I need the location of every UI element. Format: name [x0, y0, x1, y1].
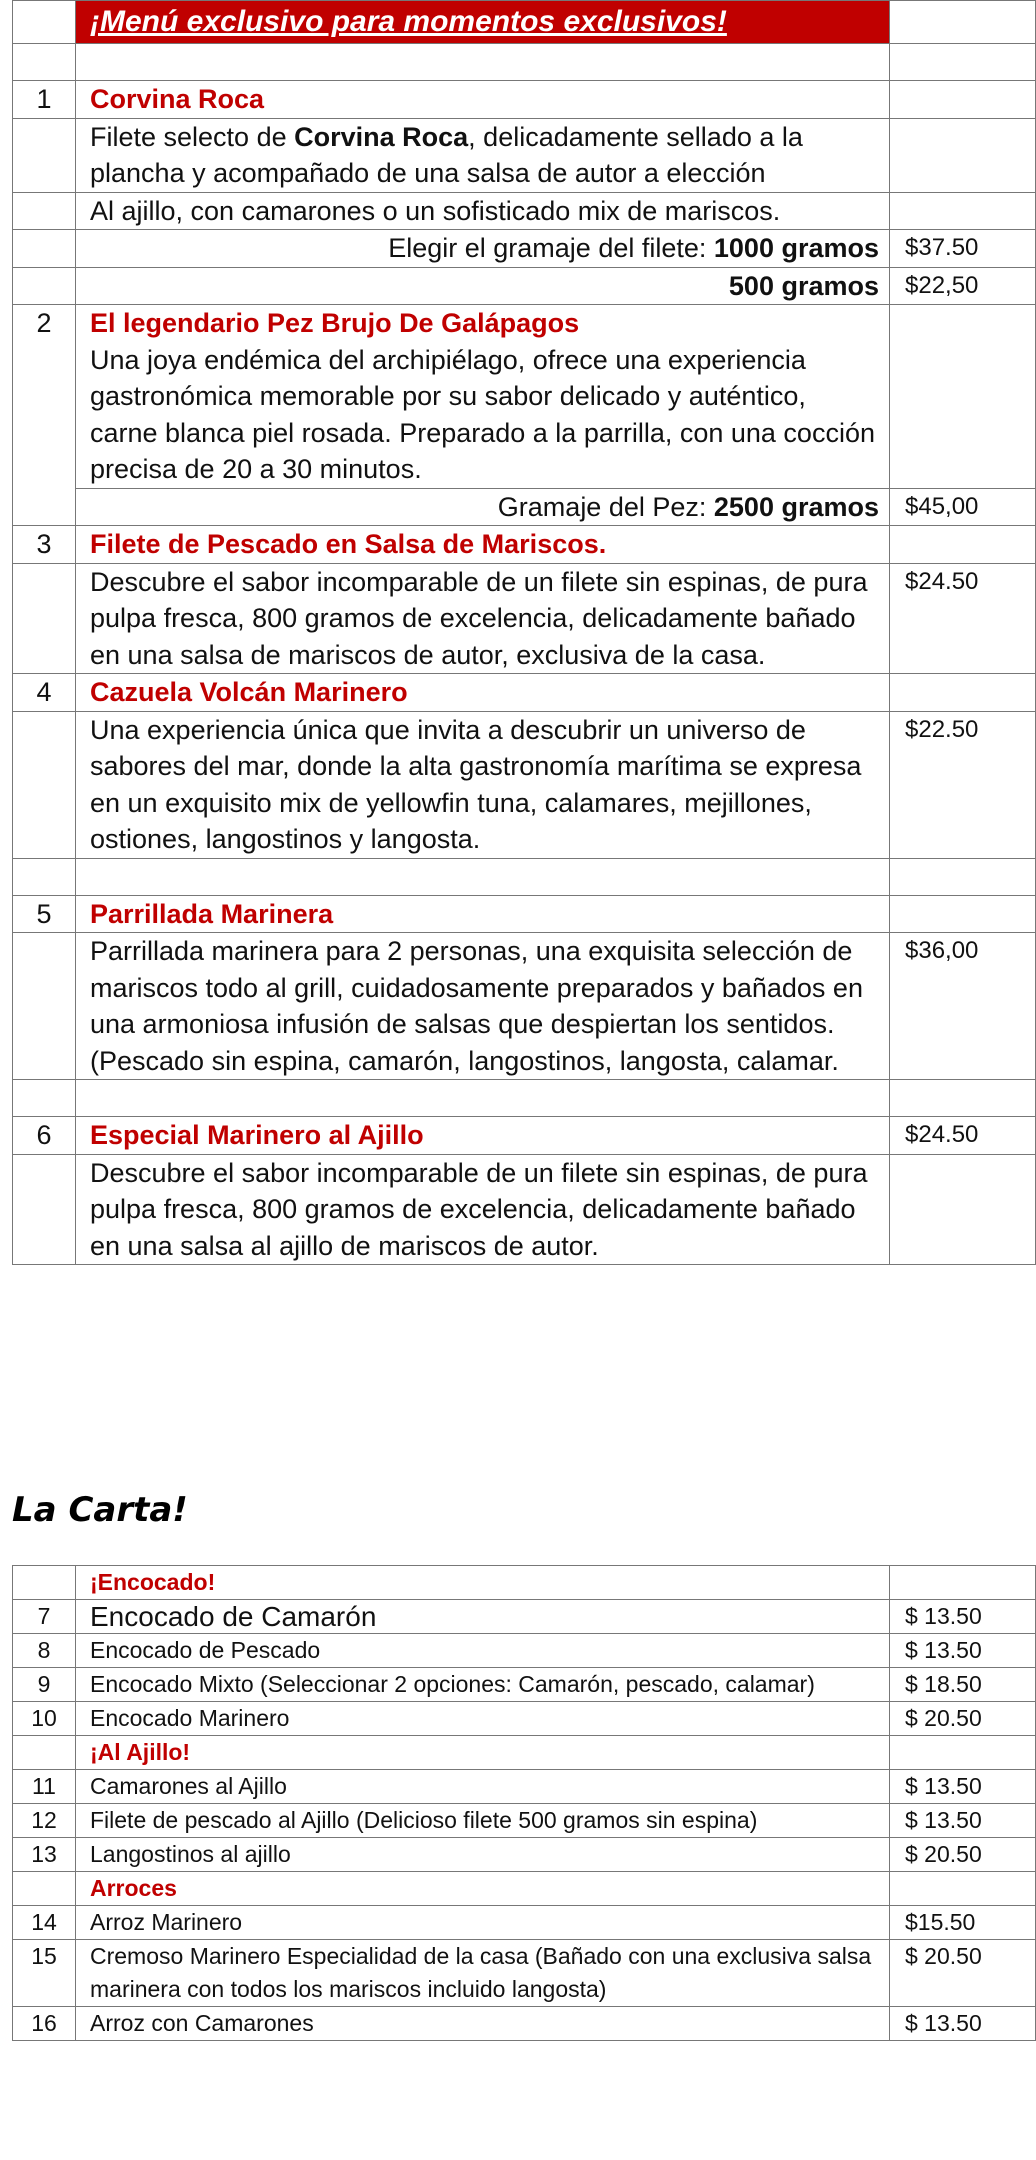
item-price: $24.50	[890, 1117, 1036, 1155]
item-description: Una joya endémica del archipiélago, ofrece una experiencia gastronómica memorable por su sabor delicado y auténtico, carne blanca piel rosada. Preparado a la parrilla, con una cocción precisa de 20 a 30 minutos.	[90, 344, 875, 484]
item-price: $ 20.50	[890, 1940, 1036, 2007]
item-name: Encocado Marinero	[76, 1702, 890, 1736]
item-description-row	[13, 192, 1036, 230]
section-header-arroces: Arroces	[76, 1872, 890, 1906]
item-number: 9	[13, 1668, 76, 1702]
item-price: $ 18.50	[890, 1668, 1036, 1702]
menu-item-row	[13, 526, 1036, 564]
table-cell	[890, 1, 1036, 44]
item-name: Cremoso Marinero Especialidad de la casa (Bañado con una exclusiva salsa marinera con todos los mariscos incluido langosta)	[76, 1940, 890, 2007]
item-description: Filete selecto de Corvina Roca, delicadamente sellado a la plancha y acompañado de una salsa de autor a elección	[76, 118, 890, 192]
banner-cell	[76, 1, 890, 44]
item-price: $36,00	[890, 933, 1036, 1080]
item-name: Parrillada Marinera	[76, 895, 890, 933]
item-name: Cazuela Volcán Marinero	[76, 674, 890, 712]
menu-item-row	[13, 895, 1036, 933]
item-price: $ 13.50	[890, 1634, 1036, 1668]
item-number: 4	[13, 674, 76, 712]
item-description: Al ajillo, con camarones o un sofisticado mix de mariscos.	[76, 192, 890, 230]
item-number: 8	[13, 1634, 76, 1668]
carta-table	[12, 1565, 1036, 2041]
menu-item-row	[13, 81, 1036, 119]
item-number: 12	[13, 1804, 76, 1838]
item-option: 500 gramos	[76, 267, 890, 305]
item-name: Encocado Mixto (Seleccionar 2 opciones: Camarón, pescado, calamar)	[76, 1668, 890, 1702]
item-name: Filete de pescado al Ajillo (Delicioso filete 500 gramos sin espina)	[76, 1804, 890, 1838]
item-description: Una experiencia única que invita a descubrir un universo de sabores del mar, donde la alta gastronomía marítima se expresa en un exquisito mix de yellowfin tuna, calamares, mejillones, ostiones, langostinos y langosta.	[76, 711, 890, 858]
item-price: $ 13.50	[890, 1770, 1036, 1804]
item-name: Corvina Roca	[76, 81, 890, 119]
item-number: 7	[13, 1600, 76, 1634]
section-header-ajillo: ¡Al Ajillo!	[76, 1736, 890, 1770]
item-name: Camarones al Ajillo	[76, 1770, 890, 1804]
item-option-row	[13, 267, 1036, 305]
section-header-encocado: ¡Encocado!	[76, 1566, 890, 1600]
item-description: Descubre el sabor incomparable de un filete sin espinas, de pura pulpa fresca, 800 gramos de excelencia, delicadamente bañado en una salsa al ajillo de mariscos de autor.	[76, 1154, 890, 1265]
item-option-row	[13, 230, 1036, 268]
item-name: Langostinos al ajillo	[76, 1838, 890, 1872]
item-number: 3	[13, 526, 76, 564]
item-name: Filete de Pescado en Salsa de Mariscos.	[76, 526, 890, 564]
table-row	[13, 1838, 1036, 1872]
item-price: $45,00	[890, 488, 1036, 526]
spacer-row	[13, 1080, 1036, 1117]
item-number: 16	[13, 2007, 76, 2041]
item-price: $ 20.50	[890, 1838, 1036, 1872]
table-row	[13, 1634, 1036, 1668]
item-name: Arroz Marinero	[76, 1906, 890, 1940]
item-number: 15	[13, 1940, 76, 2007]
item-number: 1	[13, 81, 76, 119]
menu-item-row	[13, 674, 1036, 712]
item-name: Arroz con Camarones	[76, 2007, 890, 2041]
item-number: 6	[13, 1117, 76, 1155]
table-row	[13, 1804, 1036, 1838]
menu-item-row	[13, 305, 1036, 489]
item-block	[76, 305, 890, 489]
item-price: $ 13.50	[890, 1600, 1036, 1634]
table-row	[13, 1600, 1036, 1634]
item-option-row	[13, 488, 1036, 526]
table-row	[13, 1668, 1036, 1702]
menu-item-row	[13, 1117, 1036, 1155]
table-row	[13, 1906, 1036, 1940]
item-name: El legendario Pez Brujo De Galápagos	[90, 308, 580, 338]
menu-banner: ¡Menú exclusivo para momentos exclusivos!	[90, 5, 727, 38]
item-description-row	[13, 563, 1036, 674]
item-number: 14	[13, 1906, 76, 1940]
carta-title: La Carta!	[12, 1490, 188, 1530]
item-number: 10	[13, 1702, 76, 1736]
exclusive-menu-table	[12, 0, 1036, 1265]
table-cell	[13, 1, 76, 44]
item-description-row	[13, 711, 1036, 858]
table-row	[13, 1770, 1036, 1804]
item-name: Encocado de Camarón	[76, 1600, 890, 1634]
item-description-row	[13, 1154, 1036, 1265]
item-price: $22.50	[890, 711, 1036, 858]
table-row	[13, 2007, 1036, 2041]
banner-row	[13, 1, 1036, 44]
table-row	[13, 1940, 1036, 2007]
item-description: Descubre el sabor incomparable de un filete sin espinas, de pura pulpa fresca, 800 gramos de excelencia, delicadamente bañado en una salsa de mariscos de autor, exclusiva de la casa.	[76, 563, 890, 674]
item-number: 5	[13, 895, 76, 933]
item-description: Parrillada marinera para 2 personas, una exquisita selección de mariscos todo al grill, cuidadosamente preparados y bañados en una armoniosa infusión de salsas que despiertan los sentidos. (Pescado sin espina, camarón, langostinos, langosta, calamar.	[76, 933, 890, 1080]
item-option: Elegir el gramaje del filete: 1000 gramos	[76, 230, 890, 268]
item-price: $37.50	[890, 230, 1036, 268]
item-number: 13	[13, 1838, 76, 1872]
item-description-row	[13, 118, 1036, 192]
item-option: Gramaje del Pez: 2500 gramos	[76, 488, 890, 526]
item-name: Encocado de Pescado	[76, 1634, 890, 1668]
item-name: Especial Marinero al Ajillo	[76, 1117, 890, 1155]
item-price: $ 13.50	[890, 1804, 1036, 1838]
item-price: $24.50	[890, 563, 1036, 674]
item-price: $15.50	[890, 1906, 1036, 1940]
item-number: 2	[13, 305, 76, 526]
item-price: $22,50	[890, 267, 1036, 305]
spacer-row	[13, 858, 1036, 895]
item-number: 11	[13, 1770, 76, 1804]
section-header-row	[13, 1566, 1036, 1600]
item-price: $ 20.50	[890, 1702, 1036, 1736]
item-price: $ 13.50	[890, 2007, 1036, 2041]
section-header-row	[13, 1872, 1036, 1906]
item-description-row	[13, 933, 1036, 1080]
table-row	[13, 1702, 1036, 1736]
spacer-row	[13, 44, 1036, 81]
section-header-row	[13, 1736, 1036, 1770]
